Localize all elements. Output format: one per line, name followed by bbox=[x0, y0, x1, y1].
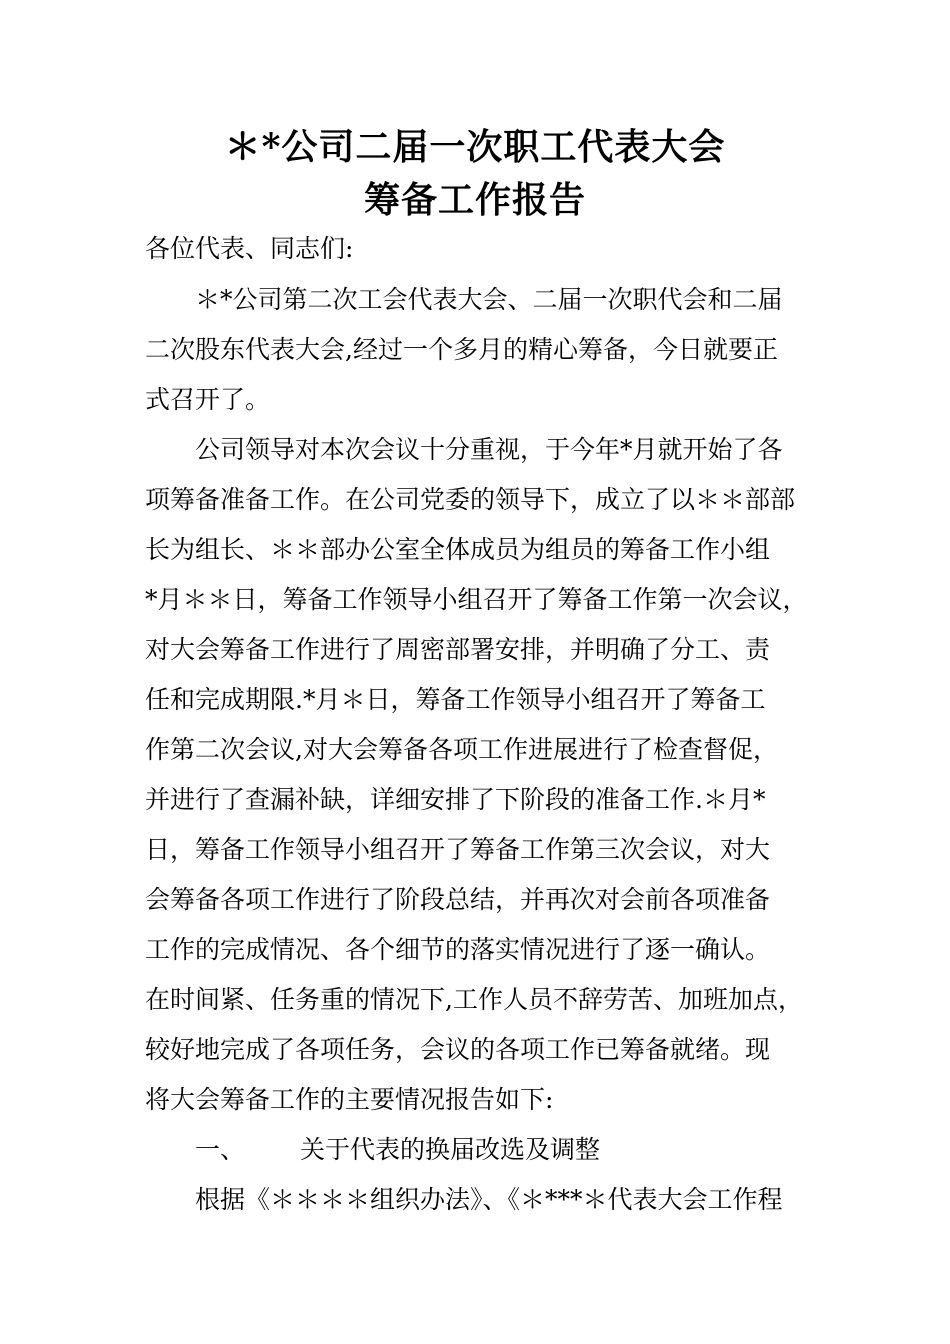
paragraph-line: 根据《＊＊＊＊组织办法》、《＊***＊代表大会工作程 bbox=[195, 1185, 783, 1214]
document-title-line-1: ＊*公司二届一次职工代表大会 bbox=[224, 126, 726, 168]
paragraph-line: 式召开了。 bbox=[145, 385, 271, 414]
paragraph-line: 工作的完成情况、各个细节的落实情况进行了逐一确认。 bbox=[145, 935, 771, 964]
paragraph-line: 日，筹备工作领导小组召开了筹备工作第三次会议，对大 bbox=[145, 835, 771, 864]
paragraph-line: 将大会筹备工作的主要情况报告如下: bbox=[145, 1085, 554, 1114]
paragraph-line: 任和完成期限.*月＊日，筹备工作领导小组召开了筹备工 bbox=[145, 685, 766, 714]
paragraph-line: 并进行了查漏补缺，详细安排了下阶段的准备工作.＊月* bbox=[145, 785, 766, 814]
paragraph-line: 长为组长、＊＊部办公室全体成员为组员的筹备工作小组 bbox=[145, 535, 771, 564]
paragraph-line: 公司领导对本次会议十分重视，于今年*月就开始了各 bbox=[195, 435, 783, 464]
paragraph-line: *月＊＊日，筹备工作领导小组召开了筹备工作第一次会议， bbox=[145, 585, 808, 614]
paragraph-line: 对大会筹备工作进行了周密部署安排，并明确了分工、责 bbox=[145, 635, 771, 664]
section-number: 一、 bbox=[195, 1135, 246, 1164]
paragraph-line: 较好地完成了各项任务，会议的各项工作已筹备就绪。现 bbox=[145, 1035, 771, 1064]
paragraph-line: ＊*公司第二次工会代表大会、二届一次职代会和二届 bbox=[195, 285, 783, 314]
document-title-line-2: 筹备工作报告 bbox=[363, 179, 586, 221]
paragraph-line: 项筹备准备工作。在公司党委的领导下，成立了以＊＊部部 bbox=[145, 485, 796, 514]
paragraph-line: 会筹备各项工作进行了阶段总结，并再次对会前各项准备 bbox=[145, 885, 771, 914]
salutation: 各位代表、同志们: bbox=[145, 234, 354, 263]
section-title: 关于代表的换届改选及调整 bbox=[300, 1135, 601, 1164]
paragraph-line: 二次股东代表大会,经过一个多月的精心筹备，今日就要正 bbox=[145, 335, 778, 364]
section-heading-1 bbox=[195, 1133, 600, 1167]
paragraph-line: 作第二次会议,对大会筹备各项工作进展进行了检查督促， bbox=[145, 735, 778, 764]
paragraph-line: 在时间紧、任务重的情况下,工作人员不辞劳苦、加班加点， bbox=[145, 985, 803, 1014]
